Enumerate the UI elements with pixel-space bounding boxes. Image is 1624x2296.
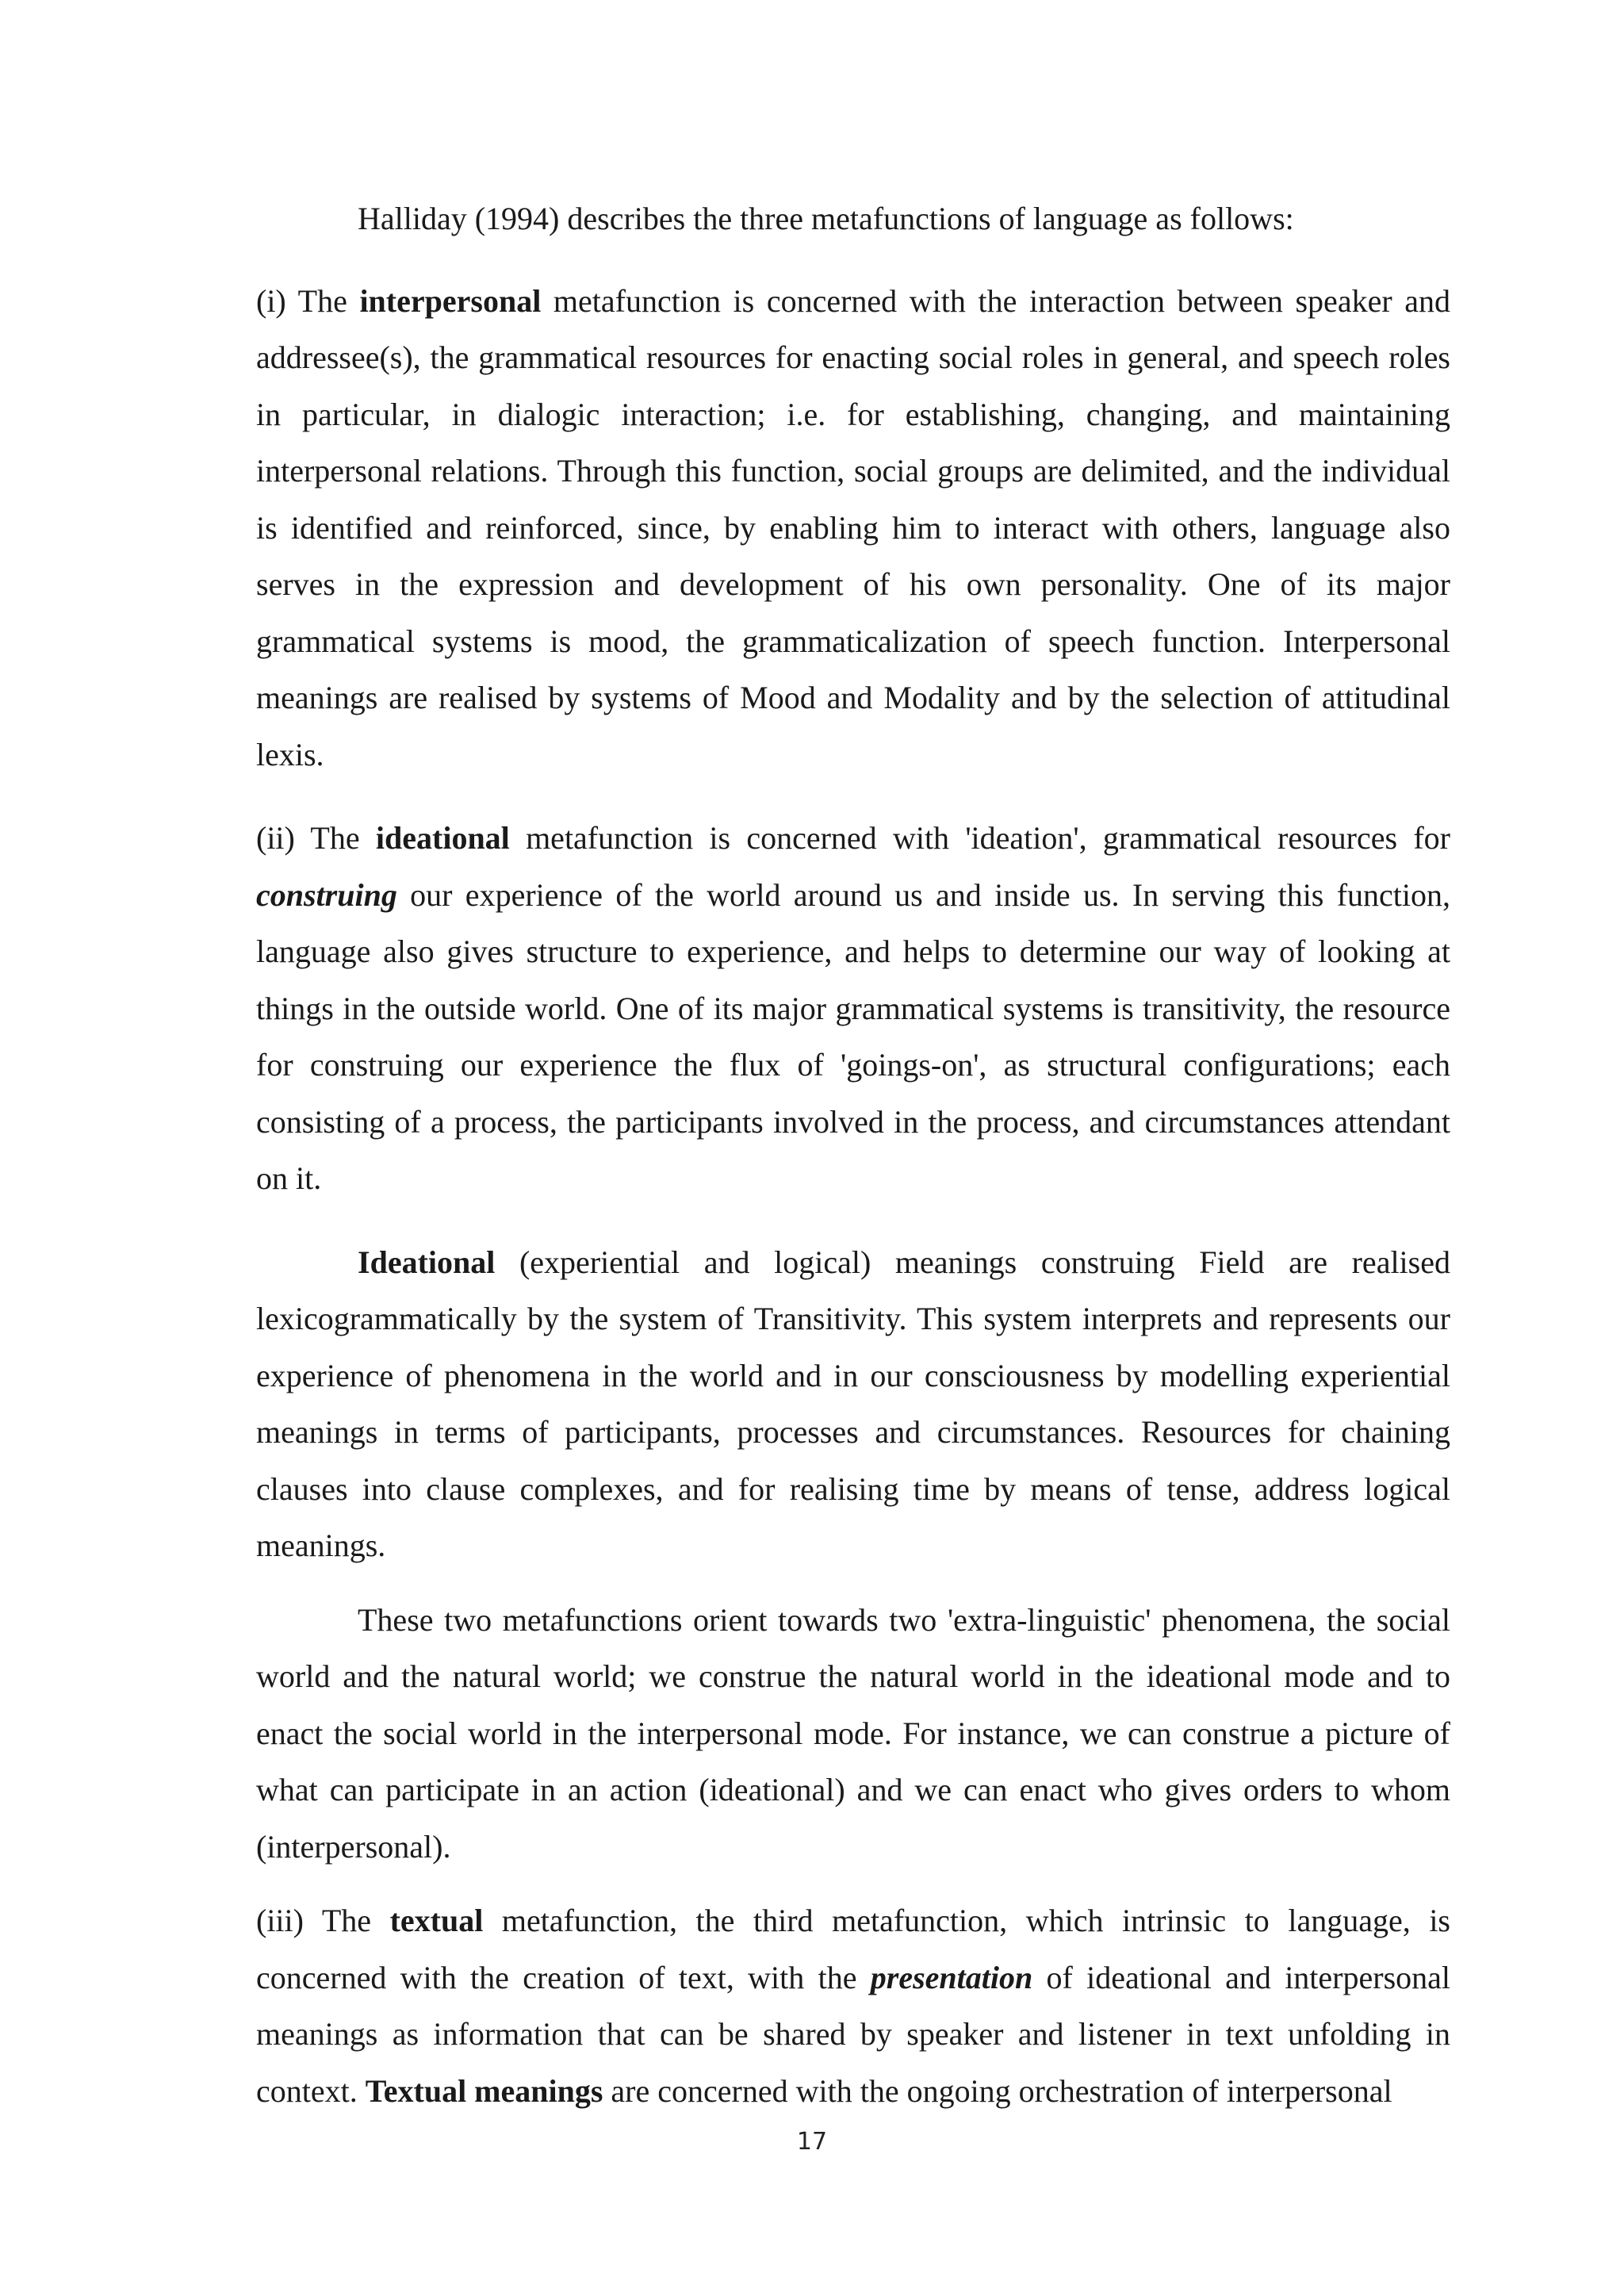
text-span: (ii) The <box>256 820 376 856</box>
term-textual-meanings: Textual meanings <box>365 2072 603 2109</box>
term-interpersonal: interpersonal <box>359 282 542 319</box>
body-text <box>256 190 1450 2146</box>
emphasis-presentation: presentation <box>870 1959 1033 1995</box>
intro-text: Halliday (1994) describes the three metafunctions of language as follows: <box>358 201 1294 236</box>
paragraph-ideational-meanings <box>256 1234 1450 1574</box>
text-span: (experiential and logical) meanings construing Field are realised lexicogrammatically by the system of Transitivity. This system interprets and represents our experience of phenomena in the world and in our consciousness by modelling experiential meanings in terms of participants, processes and circumstances. Resources for chaining clauses into clause complexes, and for realising time by means of tense, address logical meanings. <box>256 1244 1450 1563</box>
text-span: are concerned with the ongoing orchestration of interpersonal <box>603 2072 1392 2109</box>
text-span: of ideational and interpersonal meanings as information that can be shared by speaker and listener in text unfolding in context. <box>256 1959 1450 2109</box>
term-textual: textual <box>389 1903 484 1938</box>
text-span: These two metafunctions orient towards two 'extra-linguistic' phenomena, the social world and the natural world; we construe the natural world in the ideational mode and to enact the social world in the interpersonal mode. For instance, we can construe a picture of what can participate in an action (ideational) and we can enact who gives orders to whom (interpersonal). <box>256 1601 1450 1865</box>
intro-paragraph <box>256 190 1450 247</box>
paragraph-textual <box>256 1892 1450 2119</box>
text-span: metafunction, the third metafunction, which intrinsic to language, is concerned with the creation of text, with the <box>256 1903 1450 1995</box>
emphasis-construing: construing <box>256 876 397 913</box>
paragraph-interpersonal <box>256 273 1450 784</box>
term-ideational-meanings: Ideational <box>358 1244 496 1280</box>
paragraph-ideational <box>256 810 1450 1207</box>
text-span: (i) The <box>256 282 360 319</box>
text-span: metafunction is concerned with the interaction between speaker and addressee(s), the grammatical resources for enacting social roles in general, and speech roles in particular, in dialogic interaction; i.e. for establishing, changing, and maintaining interpersonal relations. Through this function, social groups are delimited, and the individual is identified and reinforced, since, by enabling him to interact with others, language also serves in the expression and development of his own personality. One of its major grammatical systems is mood, the grammaticalization of speech function. Interpersonal meanings are realised by systems of Mood and Modality and by the selection of attitudinal lexis. <box>256 282 1451 772</box>
text-span: metafunction is concerned with 'ideation', grammatical resources for <box>509 820 1450 856</box>
paragraph-two-metafunctions <box>256 1592 1450 1876</box>
text-span: (iii) The <box>256 1903 390 1938</box>
page-number: 17 <box>796 2128 828 2156</box>
term-ideational: ideational <box>375 820 510 856</box>
text-span: our experience of the world around us and inside us. In serving this function, language also gives structure to experience, and helps to determine our way of looking at things in the outside world. One of its major grammatical systems is transitivity, the resource for construing our experience the flux of 'goings-on', as structural configurations; each consisting of a process, the participants involved in the process, and circumstances attendant on it. <box>256 876 1450 1196</box>
